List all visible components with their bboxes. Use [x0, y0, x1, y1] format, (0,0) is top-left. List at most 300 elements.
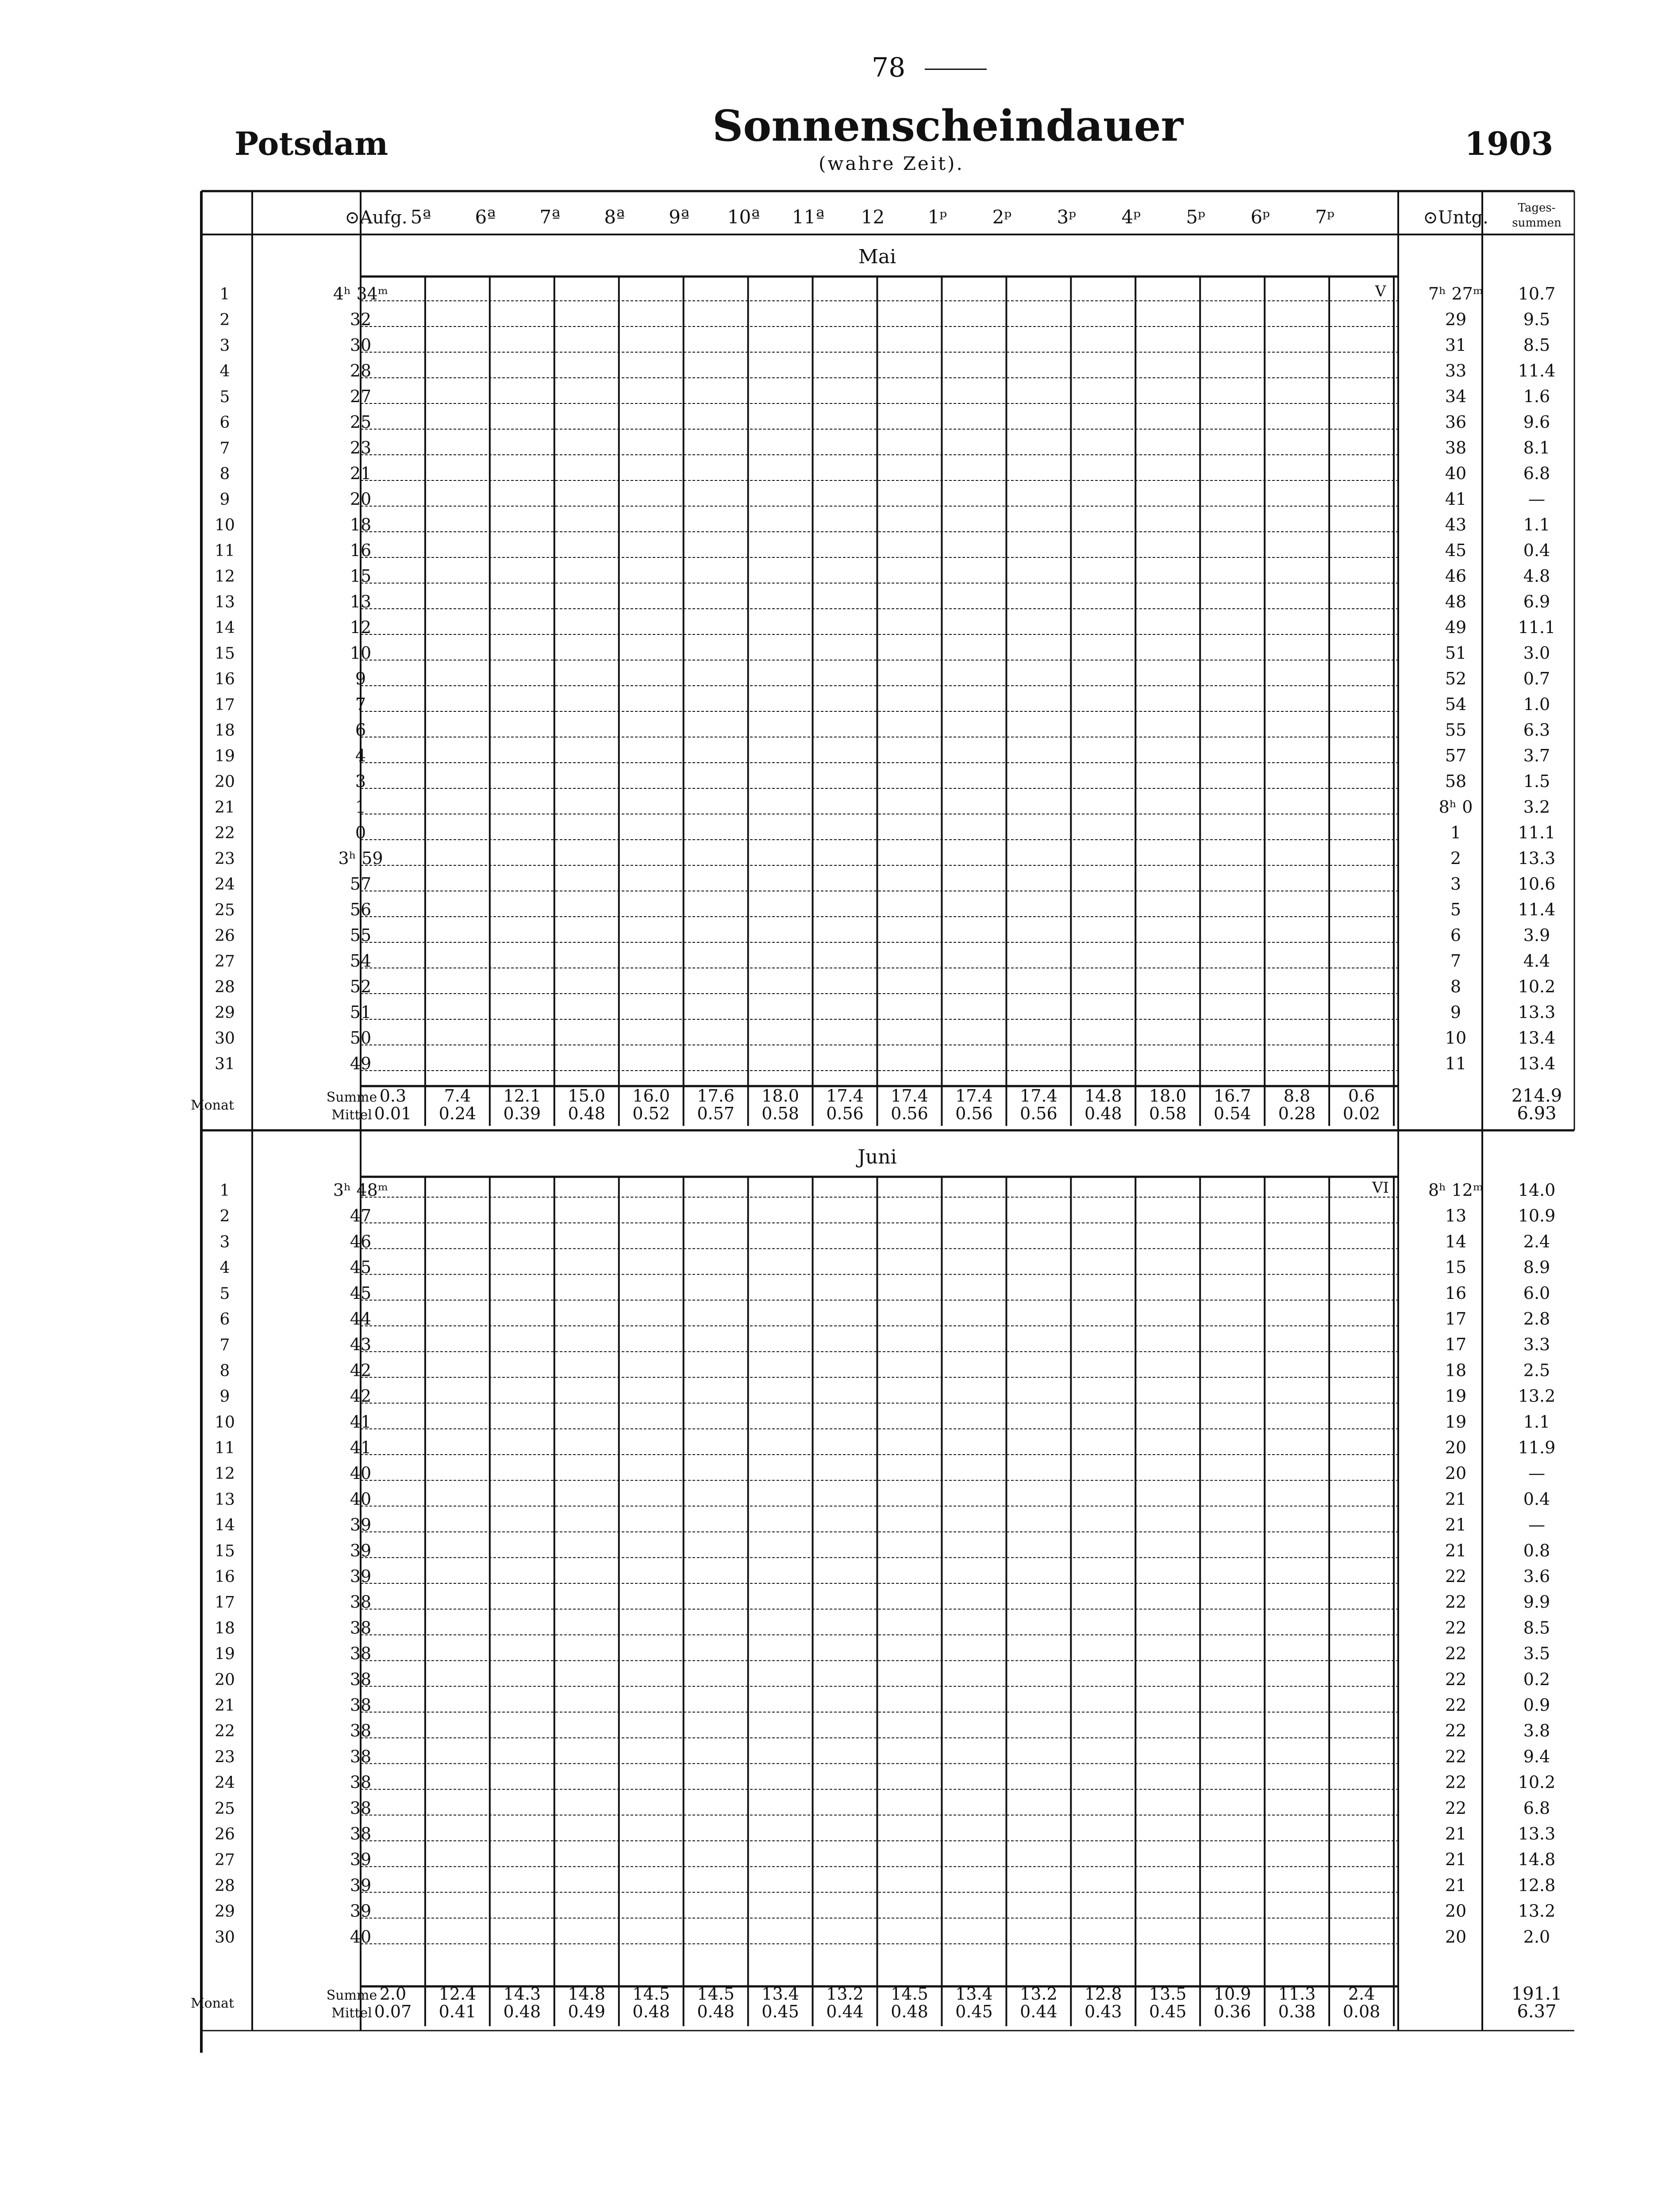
sunrise-time: 42: [350, 1360, 372, 1380]
daily-total: 8.9: [1523, 1257, 1550, 1277]
day-number: 3: [219, 337, 230, 355]
hour-mean: 0.52: [632, 1104, 670, 1123]
sunset-time: 21: [1445, 1515, 1467, 1535]
sunset-time: 8: [1450, 977, 1461, 996]
sunset-time: 10: [1445, 1028, 1467, 1048]
hour-sum: 7.4: [444, 1086, 471, 1106]
sunrise-time: 44: [350, 1309, 372, 1329]
sunrise-time: 38: [350, 1592, 372, 1612]
sunset-time: 18: [1445, 1360, 1467, 1380]
day-number: 16: [215, 670, 235, 688]
day-number: 13: [215, 1490, 235, 1509]
daily-total: 2.5: [1523, 1360, 1550, 1380]
sunrise-time: 39: [350, 1515, 372, 1535]
sunrise-time: 38: [350, 1721, 372, 1741]
sunrise-time: 45: [350, 1283, 372, 1303]
sunset-time: 48: [1445, 592, 1467, 611]
day-number: 9: [219, 491, 230, 509]
sunset-time: 22: [1445, 1567, 1467, 1586]
sunrise-time: 23: [350, 438, 372, 457]
hour-sum: 13.4: [955, 1984, 993, 2004]
hour-header: 8ª: [604, 206, 625, 228]
daily-total: 13.4: [1518, 1028, 1556, 1048]
sunrise-time: 6: [355, 720, 366, 740]
month-row-label: Monat: [190, 1996, 235, 2011]
daily-total: 3.5: [1523, 1644, 1550, 1663]
hour-sum: 14.3: [503, 1984, 541, 2004]
hour-mean: 0.48: [632, 2002, 670, 2021]
hour-sum: 14.5: [891, 1984, 928, 2004]
daily-total: 13.4: [1518, 1054, 1556, 1073]
day-number: 21: [215, 1697, 235, 1715]
sunset-time: 13: [1445, 1206, 1467, 1226]
day-number: 23: [215, 850, 235, 868]
sunset-time: 17: [1445, 1335, 1467, 1355]
hour-sum: 17.4: [891, 1086, 928, 1106]
day-number: 19: [215, 1645, 235, 1663]
daily-total: 10.2: [1518, 977, 1556, 996]
sunrise-time: 3ʰ 59: [338, 849, 383, 868]
sunrise-time: 38: [350, 1747, 372, 1767]
daily-total: 13.2: [1518, 1901, 1556, 1921]
hour-sum: 17.4: [955, 1086, 993, 1106]
hour-mean: 0.08: [1342, 2002, 1381, 2021]
day-number: 1: [219, 285, 230, 303]
hour-sum: 14.5: [632, 1984, 670, 2004]
day-number: 5: [219, 1284, 230, 1303]
sunset-time: 5: [1450, 900, 1461, 919]
sunrise-time: 27: [350, 387, 372, 406]
sunset-time: 17: [1445, 1309, 1467, 1329]
sunset-time: 52: [1445, 669, 1467, 688]
sunrise-time: 21: [350, 464, 372, 483]
hour-sum: 2.0: [379, 1984, 407, 2004]
sunrise-time: 46: [350, 1232, 372, 1252]
hour-sum: 13.4: [762, 1984, 799, 2004]
daily-total: 4.4: [1523, 951, 1550, 971]
daily-total: 8.5: [1523, 1618, 1550, 1638]
hour-mean: 0.39: [503, 1104, 541, 1123]
sunrise-time: 25: [350, 412, 372, 432]
sunrise-time: 30: [350, 335, 372, 355]
sunrise-time: 15: [350, 566, 372, 586]
hour-sum: 10.9: [1213, 1984, 1251, 2004]
hour-mean: 0.48: [697, 2002, 735, 2021]
day-number: 18: [215, 722, 235, 740]
day-number: 12: [215, 1465, 235, 1483]
day-number: 10: [215, 1413, 235, 1432]
daily-total: 0.2: [1523, 1669, 1550, 1689]
hour-mean: 0.44: [1020, 2002, 1058, 2021]
sunrise-time: 41: [350, 1438, 372, 1457]
hour-mean: 0.38: [1278, 2002, 1316, 2021]
day-number: 18: [215, 1619, 235, 1638]
daily-total: 14.0: [1518, 1180, 1556, 1200]
sunset-time: 31: [1445, 335, 1467, 355]
hour-mean: 0.48: [891, 2002, 928, 2021]
sunrise-time: 9: [355, 669, 366, 688]
day-number: 25: [215, 1799, 235, 1818]
sunset-time: 38: [1445, 438, 1467, 457]
sunrise-time: 50: [350, 1028, 372, 1048]
sunset-time: 22: [1445, 1747, 1467, 1767]
sunrise-time: 39: [350, 1850, 372, 1870]
day-number: 15: [215, 645, 235, 663]
day-number: 14: [215, 1516, 235, 1535]
sunset-time: 21: [1445, 1824, 1467, 1843]
day-number: 19: [215, 747, 235, 765]
daily-total: 9.9: [1523, 1592, 1550, 1612]
sunset-time: 21: [1445, 1540, 1467, 1560]
sunset-time: 7: [1450, 951, 1461, 971]
hour-header: 6ª: [475, 206, 496, 228]
sunset-time: 46: [1445, 566, 1467, 586]
day-number: 23: [215, 1748, 235, 1767]
day-number: 12: [215, 568, 235, 586]
sunset-time: 3: [1450, 874, 1461, 894]
sunrise-time: 28: [350, 361, 372, 380]
sunrise-time: 40: [350, 1489, 372, 1509]
sunrise-time: 51: [350, 1002, 372, 1022]
hour-mean: 0.49: [568, 2002, 606, 2021]
sunset-time: 20: [1445, 1438, 1467, 1457]
sunset-time: 14: [1445, 1232, 1467, 1252]
day-number: 2: [219, 311, 230, 329]
hour-header: 5ᵖ: [1186, 206, 1205, 228]
month-title: Mai: [858, 246, 896, 268]
daily-total: —: [1528, 1463, 1545, 1483]
day-number: 13: [215, 593, 235, 611]
daily-total: 3.3: [1523, 1335, 1550, 1355]
hour-mean: 0.56: [891, 1104, 928, 1123]
hour-mean: 0.45: [1149, 2002, 1187, 2021]
sunrise-time: 16: [350, 541, 372, 560]
hour-mean: 0.45: [955, 2002, 993, 2021]
sunrise-time: 4: [355, 746, 366, 765]
hour-header: 2ᵖ: [992, 206, 1012, 228]
daily-total: 9.5: [1523, 310, 1550, 329]
sunrise-time: 57: [350, 874, 372, 894]
daily-total: —: [1528, 1515, 1545, 1535]
day-number: 22: [215, 1722, 235, 1741]
day-number: 20: [215, 1671, 235, 1689]
day-number: 30: [215, 1029, 235, 1048]
day-number: 16: [215, 1568, 235, 1586]
sunrise-time: 38: [350, 1644, 372, 1663]
month-roman-numeral: V: [1375, 283, 1386, 300]
sunset-time: 58: [1445, 772, 1467, 791]
sunset-time: 19: [1445, 1386, 1467, 1406]
sunset-header: ⊙Untg.: [1423, 207, 1488, 228]
day-number: 27: [215, 952, 235, 971]
hour-mean: 0.07: [374, 2002, 412, 2021]
hour-sum: 14.8: [1084, 1086, 1122, 1106]
sunrise-time: 38: [350, 1669, 372, 1689]
hour-sum: 0.3: [379, 1086, 407, 1106]
hour-mean: 0.44: [826, 2002, 864, 2021]
sunrise-time: 38: [350, 1618, 372, 1638]
daily-total: 11.4: [1518, 361, 1556, 380]
daily-total: 13.3: [1518, 1002, 1556, 1022]
hour-sum: 12.1: [503, 1086, 541, 1106]
sunset-time: 22: [1445, 1644, 1467, 1663]
sunset-time: 57: [1445, 746, 1467, 765]
month-sum: 191.1: [1511, 1984, 1562, 2004]
hour-header: 1ᵖ: [927, 206, 947, 228]
sunrise-time: 4ʰ 34ᵐ: [333, 284, 388, 303]
daily-total: 13.3: [1518, 849, 1556, 868]
daily-total: 10.2: [1518, 1772, 1556, 1792]
hour-mean: 0.48: [1084, 1104, 1122, 1123]
sunrise-time: 40: [350, 1927, 372, 1947]
hour-header: 9ª: [669, 206, 690, 228]
sunrise-time: 49: [350, 1054, 372, 1073]
hour-mean: 0.02: [1342, 1104, 1381, 1123]
sunset-time: 2: [1450, 849, 1461, 868]
daily-total: 9.4: [1523, 1747, 1550, 1767]
day-number: 25: [215, 901, 235, 919]
sunset-time: 36: [1445, 412, 1467, 432]
day-number: 15: [215, 1542, 235, 1560]
daily-total: 6.0: [1523, 1283, 1550, 1303]
sunset-time: 21: [1445, 1850, 1467, 1870]
daily-total: 1.1: [1523, 515, 1550, 534]
hour-mean: 0.43: [1084, 2002, 1122, 2021]
day-number: 9: [219, 1387, 230, 1406]
sunset-time: 8ʰ 12ᵐ: [1428, 1180, 1484, 1200]
hour-sum: 16.0: [632, 1086, 670, 1106]
month-roman-numeral: VI: [1372, 1179, 1389, 1197]
sunrise-time: 10: [350, 643, 372, 663]
hour-sum: 14.8: [568, 1984, 606, 2004]
sunset-time: 11: [1445, 1054, 1467, 1073]
day-number: 27: [215, 1851, 235, 1870]
daily-total: 9.6: [1523, 412, 1550, 432]
day-number: 24: [215, 876, 235, 894]
hour-sum: 15.0: [568, 1086, 606, 1106]
sunrise-time: 39: [350, 1875, 372, 1895]
hour-sum: 0.6: [1348, 1086, 1375, 1106]
hour-mean: 0.01: [374, 1104, 412, 1123]
sunset-time: 6: [1450, 926, 1461, 945]
hour-mean: 0.36: [1213, 2002, 1251, 2021]
day-number: 17: [215, 1594, 235, 1612]
sunrise-time: 13: [350, 592, 372, 611]
daily-total: 3.6: [1523, 1567, 1550, 1586]
hour-sum: 14.5: [697, 1984, 735, 2004]
sunset-time: 8ʰ 0: [1438, 797, 1473, 817]
daily-total: 2.8: [1523, 1309, 1550, 1329]
hour-sum: 12.4: [438, 1984, 477, 2004]
daily-total: 0.4: [1523, 1489, 1550, 1509]
daily-total: 8.5: [1523, 335, 1550, 355]
sunset-time: 16: [1445, 1283, 1467, 1303]
day-number: 5: [219, 388, 230, 406]
page-title: Sonnenscheindauer: [712, 101, 1184, 151]
sunset-time: 7ʰ 27ᵐ: [1428, 284, 1484, 303]
hour-sum: 17.6: [697, 1086, 735, 1106]
daily-total: 3.2: [1523, 797, 1550, 817]
daily-total: 13.3: [1518, 1824, 1556, 1843]
day-number: 29: [215, 1902, 235, 1921]
sunset-time: 21: [1445, 1489, 1467, 1509]
sunrise-time: 3: [355, 772, 366, 791]
hour-sum: 18.0: [762, 1086, 799, 1106]
day-number: 28: [215, 1877, 235, 1895]
daily-total: 6.3: [1523, 720, 1550, 740]
sunrise-time: 39: [350, 1567, 372, 1586]
hour-sum: 13.2: [826, 1984, 864, 2004]
sunset-time: 9: [1450, 1002, 1461, 1022]
day-number: 8: [219, 465, 230, 483]
daily-total: 11.4: [1518, 900, 1556, 919]
sunrise-time: 38: [350, 1772, 372, 1792]
sunrise-time: 18: [350, 515, 372, 534]
hour-mean: 0.28: [1278, 1104, 1316, 1123]
daily-total: 11.9: [1518, 1438, 1556, 1457]
hour-sum: 13.5: [1149, 1984, 1187, 2004]
day-number: 24: [215, 1774, 235, 1792]
page-number: 78: [872, 52, 906, 83]
sunrise-header: ⊙Aufg.: [345, 207, 408, 228]
sum-row-label: Summe: [326, 1988, 377, 2003]
daily-total: 6.8: [1523, 1798, 1550, 1818]
hour-mean: 0.45: [762, 2002, 799, 2021]
daily-total-header: summen: [1512, 216, 1561, 230]
day-number: 6: [219, 414, 230, 432]
day-number: 17: [215, 696, 235, 714]
sunrise-time: 52: [350, 977, 372, 996]
hour-sum: 18.0: [1149, 1086, 1187, 1106]
month-mean: 6.93: [1517, 1103, 1557, 1124]
day-number: 29: [215, 1004, 235, 1022]
daily-total: 10.9: [1518, 1206, 1556, 1226]
daily-total: 6.8: [1523, 464, 1550, 483]
hour-header: 11ª: [792, 206, 825, 228]
sunset-time: 33: [1445, 361, 1467, 380]
daily-total: 3.9: [1523, 926, 1550, 945]
hour-header: 10ª: [727, 206, 760, 228]
hour-header: 4ᵖ: [1121, 206, 1141, 228]
sunrise-time: 39: [350, 1540, 372, 1560]
day-number: 1: [219, 1182, 230, 1200]
hour-sum: 12.8: [1084, 1984, 1122, 2004]
sunrise-time: 41: [350, 1412, 372, 1432]
day-number: 2: [219, 1207, 230, 1226]
hour-mean: 0.48: [503, 2002, 541, 2021]
sunrise-time: 56: [350, 900, 372, 919]
day-number: 30: [215, 1928, 235, 1947]
hour-mean: 0.58: [762, 1104, 799, 1123]
day-number: 4: [219, 362, 230, 380]
day-number: 31: [215, 1055, 235, 1073]
sunset-time: 41: [1445, 489, 1467, 509]
sunset-time: 22: [1445, 1772, 1467, 1792]
daily-total: 0.7: [1523, 669, 1550, 688]
sunset-time: 43: [1445, 515, 1467, 534]
daily-total: 3.7: [1523, 746, 1550, 765]
daily-total: 13.2: [1518, 1386, 1556, 1406]
daily-total: 0.9: [1523, 1695, 1550, 1715]
sunset-time: 22: [1445, 1618, 1467, 1638]
sunset-time: 22: [1445, 1669, 1467, 1689]
hour-header: 5ª: [410, 206, 431, 228]
month-title: Juni: [858, 1146, 897, 1168]
sunrise-time: 39: [350, 1901, 372, 1921]
daily-total-header: Tages-: [1518, 201, 1556, 215]
sunrise-time: 40: [350, 1463, 372, 1483]
sunset-time: 1: [1450, 823, 1461, 842]
sunset-time: 34: [1445, 387, 1467, 406]
sunset-time: 20: [1445, 1901, 1467, 1921]
hour-mean: 0.57: [697, 1104, 735, 1123]
sunset-time: 20: [1445, 1927, 1467, 1947]
day-number: 7: [219, 1336, 230, 1355]
daily-total: 10.7: [1518, 284, 1556, 303]
daily-total: 2.0: [1523, 1927, 1550, 1947]
month-sum: 214.9: [1511, 1086, 1562, 1106]
daily-total: 1.1: [1523, 1412, 1550, 1432]
hour-mean: 0.54: [1213, 1104, 1251, 1123]
day-number: 11: [215, 542, 235, 560]
sunrise-time: 43: [350, 1335, 372, 1355]
sunset-time: 22: [1445, 1721, 1467, 1741]
sunrise-time: 32: [350, 310, 372, 329]
hour-mean: 0.56: [1020, 1104, 1058, 1123]
hour-header: 3ᵖ: [1057, 206, 1077, 228]
hour-mean: 0.58: [1149, 1104, 1187, 1123]
sunrise-time: 1: [355, 797, 366, 817]
daily-total: 1.5: [1523, 772, 1550, 791]
day-number: 26: [215, 1825, 235, 1843]
daily-total: 11.1: [1518, 823, 1556, 842]
daily-total: 14.8: [1518, 1850, 1556, 1870]
sunrise-time: 42: [350, 1386, 372, 1406]
daily-total: 0.8: [1523, 1540, 1550, 1560]
daily-total: 2.4: [1523, 1232, 1550, 1252]
sunset-time: 22: [1445, 1592, 1467, 1612]
sunset-time: 22: [1445, 1695, 1467, 1715]
sunrise-time: 0: [355, 823, 366, 842]
sunrise-time: 20: [350, 489, 372, 509]
sunset-time: 20: [1445, 1463, 1467, 1483]
daily-total: 1.6: [1523, 387, 1550, 406]
day-number: 20: [215, 773, 235, 791]
year: 1903: [1465, 125, 1554, 162]
daily-total: 8.1: [1523, 438, 1550, 457]
day-number: 22: [215, 824, 235, 842]
sunset-time: 54: [1445, 695, 1467, 714]
daily-total: 6.9: [1523, 592, 1550, 611]
day-number: 7: [219, 439, 230, 457]
sunrise-time: 47: [350, 1206, 372, 1226]
sunrise-time: 54: [350, 951, 372, 971]
month-row-label: Monat: [190, 1098, 235, 1113]
sunrise-time: 38: [350, 1824, 372, 1843]
day-number: 4: [219, 1259, 230, 1277]
sunset-time: 15: [1445, 1257, 1467, 1277]
day-number: 3: [219, 1233, 230, 1252]
hour-mean: 0.56: [826, 1104, 864, 1123]
day-number: 10: [215, 516, 235, 534]
daily-total: 4.8: [1523, 566, 1550, 586]
hour-sum: 2.4: [1348, 1984, 1375, 2004]
station-name: Potsdam: [235, 125, 388, 162]
daily-total: 3.0: [1523, 643, 1550, 663]
daily-total: 10.6: [1518, 874, 1556, 894]
month-mean: 6.37: [1517, 2001, 1557, 2022]
sunrise-time: 38: [350, 1695, 372, 1715]
